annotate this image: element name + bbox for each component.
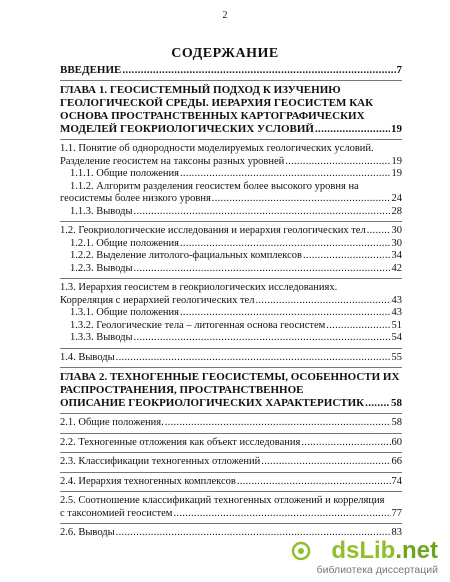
toc-entry-page: 28 [391, 205, 402, 217]
toc-entry-text: 1.3.2. Геологические тела – литогенная основа геосистем [70, 319, 326, 331]
toc-entry-1-1[interactable] [60, 143, 402, 168]
divider [60, 413, 402, 414]
divider [60, 348, 402, 349]
toc-entry-prefix: 2.5. Соотношение классификаций техногенных отложений и корреляция [60, 495, 385, 506]
toc-entry-text: 1.4. Выводы [60, 351, 115, 363]
toc-entry-prefix: 1.3. Иерархия геосистем в геокриологических исследованиях. [60, 282, 338, 293]
toc-entry-page: 60 [391, 436, 402, 448]
toc-entry-page: 58 [391, 417, 402, 428]
toc-entry-page: 74 [391, 475, 402, 487]
toc-entry-page: 58 [391, 397, 402, 409]
toc-entry-text: ОПИСАНИЕ ГЕОКРИОЛОГИЧЕСКИХ ХАРАКТЕРИСТИК [60, 397, 365, 409]
toc-entry-page: 43 [391, 307, 402, 318]
toc-entry-text: Корреляция с иерархией геологических тел [60, 294, 255, 306]
watermark-logo-dot: .net [395, 537, 438, 564]
toc-entry-text: 2.6. Выводы [60, 527, 115, 538]
divider [60, 472, 402, 473]
toc-entry-page: 24 [391, 193, 402, 204]
divider [60, 433, 402, 434]
toc-entry-1-1-3[interactable] [60, 206, 402, 219]
toc-entry-prefix: 1.1. Понятие об однородности моделируемых геологических условий. [60, 143, 374, 154]
toc-entry-page: 83 [391, 527, 402, 538]
toc-entry-chapter-2[interactable] [60, 371, 402, 410]
toc-entry-page: 30 [391, 237, 402, 249]
toc-entry-2-3[interactable] [60, 456, 402, 469]
toc-entry-text: 2.2. Техногенные отложения как объект исследования [60, 436, 301, 448]
toc-entry-page: 77 [391, 507, 402, 519]
toc-entry-text: геосистемы более низкого уровня [60, 193, 211, 204]
toc-entry-2-2[interactable] [60, 437, 402, 450]
table-of-contents [60, 64, 402, 540]
divider [60, 139, 402, 140]
toc-entry-page: 34 [391, 250, 402, 261]
toc-entry-1-3-3[interactable] [60, 332, 402, 345]
toc-entry-text: 2.1. Общие положения. [60, 417, 164, 428]
toc-entry-1-2-3[interactable] [60, 263, 402, 276]
toc-entry-page: 30 [391, 225, 402, 236]
toc-entry-chapter-1[interactable] [60, 84, 402, 136]
toc-entry-text: 1.3.1. Общие положения [70, 307, 179, 318]
green-circle-logo-icon [291, 541, 311, 561]
toc-entry-prefix: ГЛАВА 2. ТЕХНОГЕННЫЕ ГЕОСИСТЕМЫ, ОСОБЕННОСТИ ИХ РАСПРОСТРАНЕНИЯ, ПРОСТРАНСТВЕННОЕ [60, 371, 400, 396]
divider [60, 491, 402, 492]
toc-entry-page: 42 [391, 262, 402, 274]
toc-entry-prefix: ГЛАВА 1. ГЕОСИСТЕМНЫЙ ПОДХОД К ИЗУЧЕНИЮ ГЕОЛОГИЧЕСКОЙ СРЕДЫ. ИЕРАРХИЯ ГЕОСИСТЕМ КАК ОСНОВА ПРОСТРАНСТВЕННЫХ КАРТОГРАФИЧЕСКИХ [60, 84, 374, 122]
page-title: СОДЕРЖАНИЕ [171, 46, 279, 61]
watermark-logo-main: dsLib [331, 537, 396, 564]
toc-entry-text: ВВЕДЕНИЕ [60, 64, 122, 76]
divider [60, 278, 402, 279]
toc-entry-page: 43 [391, 294, 402, 306]
toc-entry-text: 2.4. Иерархия техногенных комплексов [60, 475, 236, 487]
toc-entry-1-3-2[interactable] [60, 320, 402, 333]
toc-entry-text: 1.2.3. Выводы [70, 262, 133, 274]
toc-entry-1-2-1[interactable] [60, 238, 402, 251]
watermark-logo [317, 539, 438, 563]
divider [60, 523, 402, 524]
toc-entry-page: 51 [391, 319, 402, 331]
toc-entry-page: 19 [391, 168, 402, 179]
divider [60, 367, 402, 368]
toc-entry-page: 66 [391, 456, 402, 467]
toc-entry-text: 2.3. Классификации техногенных отложений [60, 456, 261, 467]
toc-entry-prefix: 1.1.2. Алгоритм разделения геосистем более высокого уровня на [70, 180, 359, 192]
divider [60, 221, 402, 222]
toc-entry-introduction[interactable] [60, 64, 402, 77]
toc-entry-text: 1.2.1. Общие положения [70, 237, 179, 249]
toc-entry-page: 7 [396, 64, 402, 76]
toc-entry-page: 19 [391, 123, 402, 135]
toc-entry-2-5[interactable] [60, 495, 402, 520]
toc-entry-text: 1.1.1. Общие положения [70, 168, 179, 179]
toc-entry-1-2-2[interactable] [60, 250, 402, 263]
divider [60, 80, 402, 81]
toc-entry-1-2[interactable] [60, 225, 402, 238]
watermark [317, 539, 438, 576]
toc-entry-text: 1.2. Геокриологические исследования и иерархия геологических тел [60, 225, 366, 236]
toc-entry-1-3-1[interactable] [60, 307, 402, 320]
page-number: 2 [222, 10, 228, 21]
toc-entry-text: МОДЕЛЕЙ ГЕОКРИОЛОГИЧЕСКИХ УСЛОВИЙ [60, 123, 314, 135]
toc-entry-2-4[interactable] [60, 476, 402, 489]
toc-entry-text: 1.3.3. Выводы [70, 332, 133, 343]
toc-entry-1-3[interactable] [60, 282, 402, 307]
watermark-subtitle: библиотека диссертаций [316, 564, 438, 576]
toc-entry-1-1-1[interactable] [60, 168, 402, 181]
divider [60, 452, 402, 453]
toc-entry-text: с таксономией геосистем [60, 507, 173, 519]
toc-entry-text: Разделение геосистем на таксоны разных уровней [60, 155, 285, 167]
toc-entry-1-4[interactable] [60, 352, 402, 365]
toc-entry-page: 19 [391, 155, 402, 167]
toc-entry-text: 1.2.2. Выделение литолого-фациальных комплексов [70, 250, 302, 261]
toc-entry-page: 54 [391, 332, 402, 343]
toc-entry-2-1[interactable] [60, 417, 402, 430]
toc-entry-page: 55 [391, 351, 402, 363]
toc-entry-text: 1.1.3. Выводы [70, 205, 133, 217]
toc-entry-1-1-2[interactable] [60, 181, 402, 206]
